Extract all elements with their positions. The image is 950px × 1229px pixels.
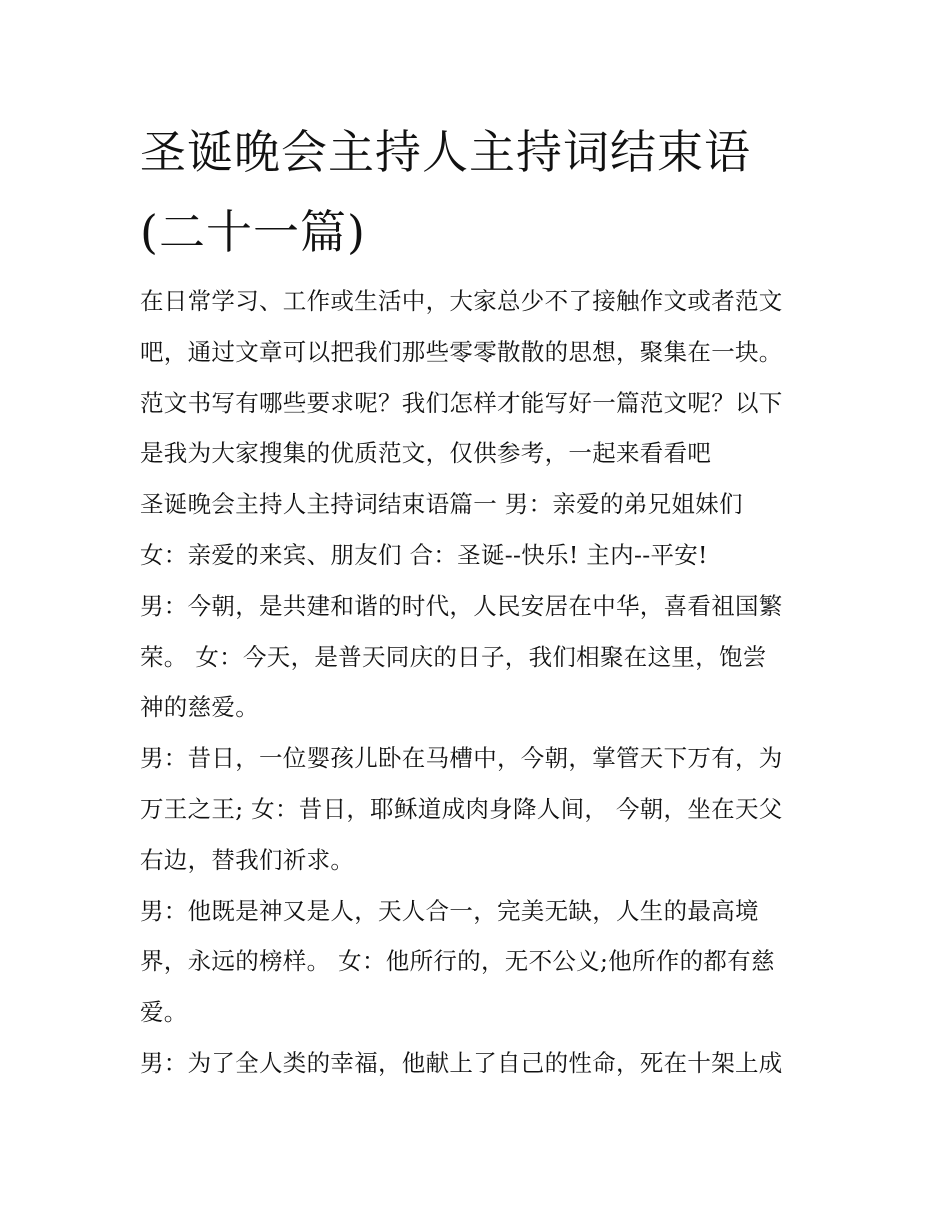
body-line: 万王之王; 女：昔日，耶稣道成肉身降人间， 今朝，坐在天父 bbox=[140, 794, 783, 823]
body-line: 吧，通过文章可以把我们那些零零散散的思想，聚集在一块。 bbox=[140, 337, 783, 366]
body-line: 男：为了全人类的幸福，他献上了自己的性命，死在十架上成 bbox=[140, 1048, 783, 1077]
document-body bbox=[140, 276, 820, 1089]
body-line: 神的慈爱。 bbox=[140, 693, 259, 722]
body-line: 男：昔日，一位婴孩儿卧在马槽中，今朝，掌管天下万有，为 bbox=[140, 744, 783, 773]
body-line: 爱。 bbox=[140, 998, 188, 1027]
body-line: 圣诞晚会主持人主持词结束语篇一 男：亲爱的弟兄姐妹们 bbox=[140, 490, 743, 519]
document-title bbox=[140, 112, 820, 272]
body-line: 女：亲爱的来宾、朋友们 合：圣诞--快乐! 主内--平安! bbox=[140, 540, 708, 569]
body-line: 荣。 女：今天，是普天同庆的日子，我们相聚在这里，饱尝 bbox=[140, 642, 767, 671]
body-line: 男：今朝，是共建和谐的时代，人民安居在中华，喜看祖国繁 bbox=[140, 591, 783, 620]
body-line: 在日常学习、工作或生活中，大家总少不了接触作文或者范文 bbox=[140, 287, 783, 315]
title-line: (二十一篇) bbox=[140, 205, 366, 259]
title-line: 圣诞晚会主持人主持词结束语 bbox=[140, 125, 751, 179]
body-line: 界，永远的榜样。 女：他所行的，无不公义;他所作的都有慈 bbox=[140, 947, 775, 976]
body-line: 是我为大家搜集的优质范文，仅供参考，一起来看看吧 bbox=[140, 439, 712, 468]
body-line: 范文书写有哪些要求呢？我们怎样才能写好一篇范文呢？以下 bbox=[140, 388, 783, 417]
body-line: 男：他既是神又是人，天人合一，完美无缺，人生的最高境 bbox=[140, 896, 759, 925]
body-line: 右边，替我们祈求。 bbox=[140, 845, 355, 874]
